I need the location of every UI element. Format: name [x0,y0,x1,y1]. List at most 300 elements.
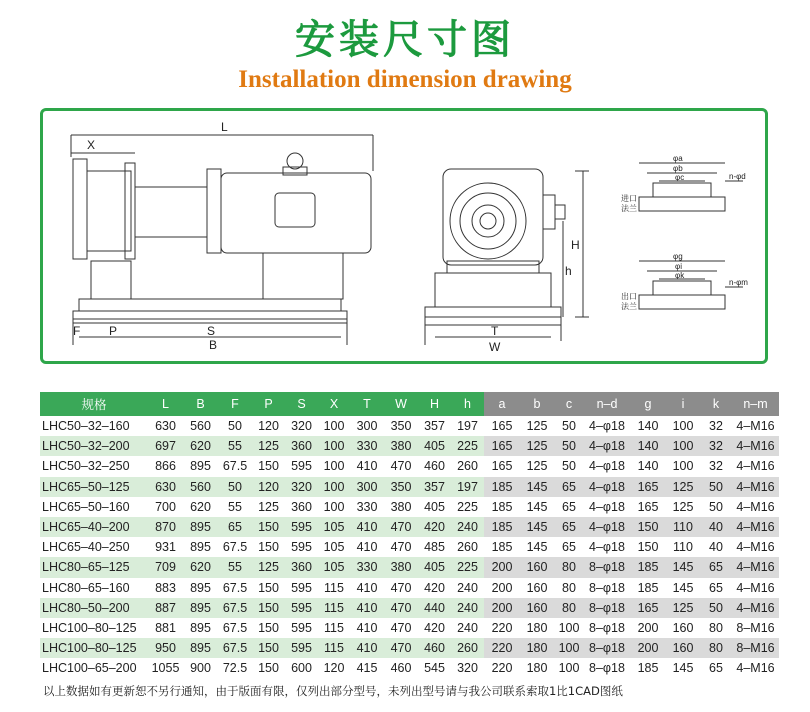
dim-P: P [109,324,118,338]
table-cell: 697 [148,436,183,456]
dim-T: T [491,324,499,338]
table-cell: 67.5 [222,620,248,635]
table-row [40,658,779,678]
table-row [40,497,779,517]
column-header: X [318,392,350,416]
table-cell: 65 [562,499,576,514]
table-cell: 887 [148,598,183,618]
table-cell: 1055 [151,661,180,676]
table-cell: 150 [258,459,279,474]
table-cell: 40 [709,540,723,555]
table-cell: 110 [673,540,693,555]
table-cell: 140 [637,459,659,474]
table-cell: 630 [148,477,183,497]
table-row [40,517,779,537]
column-header: b [520,392,554,416]
table-cell: 895 [190,459,211,474]
table-cell: 320 [291,419,312,434]
table-cell: 65 [218,517,252,537]
table-cell: 185 [637,661,659,676]
table-cell: 100 [323,419,345,434]
table-cell: 380 [390,499,412,514]
table-cell: 4–φ18 [584,517,630,537]
table-cell: 4–φ18 [589,459,625,474]
table-cell: 357 [424,419,445,434]
column-header: h [451,392,484,416]
table-cell: 125 [666,598,700,618]
column-header: n–d [584,392,630,416]
dim-B: B [209,338,218,352]
table-cell: 150 [258,540,279,555]
footnote: 以上数据如有更新恕不另行通知，由于版面有限，仅列出部分型号，未列出型号请与我公司联系索取1比1CAD图纸 [43,684,623,698]
table-cell: 120 [323,661,345,676]
model-cell: LHC100–80–125 [42,620,137,635]
table-row [40,598,779,618]
table-cell: 895 [183,638,218,658]
table-cell: 460 [390,661,412,676]
model-cell: LHC100–80–125 [40,638,148,658]
table-cell: 225 [457,499,478,514]
base-plate [79,299,341,311]
table-row [40,578,779,598]
table-cell: 8–φ18 [584,557,630,577]
table-cell: 470 [390,540,412,555]
table-cell: 145 [666,557,700,577]
table-cell: 240 [451,598,484,618]
table-cell: 545 [424,661,445,676]
table-cell: 931 [155,540,176,555]
table-cell: 100 [558,661,580,676]
table-cell: 4–φ18 [589,540,625,555]
table-cell: 4–φ18 [589,419,625,434]
table-cell: 8–φ18 [589,580,625,595]
table-cell: 220 [491,661,513,676]
table-cell: 50 [562,419,576,434]
table-cell: 80 [700,638,732,658]
table-cell: 4–M16 [732,598,779,618]
table-cell: 595 [285,638,318,658]
table-cell: 470 [390,620,412,635]
table-cell: 125 [526,459,548,474]
model-cell: LHC65–40–250 [42,540,130,555]
table-cell: 185 [637,580,659,595]
table-cell: 160 [520,598,554,618]
table-cell: 100 [666,436,700,456]
column-header: i [666,392,700,416]
dim-H: H [571,238,580,252]
table-cell: 595 [291,459,312,474]
table-cell: 165 [491,419,513,434]
table-cell: 160 [520,557,554,577]
dimension-table [40,392,779,678]
column-header: a [484,392,520,416]
dim-phi-k: φk [675,271,685,280]
table-cell: 220 [491,620,513,635]
table-cell: 145 [520,477,554,497]
table-cell: 160 [526,580,548,595]
table-cell: 150 [637,540,659,555]
table-cell: 220 [484,638,520,658]
inlet-flange-label-1: 进口 [621,194,637,203]
table-cell: 225 [451,557,484,577]
table-cell: 380 [384,557,418,577]
table-row [40,477,779,497]
table-cell: 197 [457,419,478,434]
table-cell: 410 [356,459,378,474]
table-cell: 125 [672,499,694,514]
table-cell: 165 [637,499,659,514]
column-header: L [148,392,183,416]
table-cell: 4–φ18 [584,477,630,497]
column-header: H [418,392,451,416]
table-cell: 200 [630,638,666,658]
table-cell: 8–φ18 [584,638,630,658]
table-cell: 150 [252,517,285,537]
table-cell: 185 [630,557,666,577]
table-cell: 55 [228,499,242,514]
table-cell: 50 [700,598,732,618]
model-cell: LHC50–32–200 [40,436,148,456]
model-cell: LHC50–32–250 [42,459,130,474]
table-cell: 410 [356,540,378,555]
table-cell: 4–M16 [732,517,779,537]
table-body [40,416,779,678]
table-cell: 405 [418,557,451,577]
table-cell: 330 [350,557,384,577]
table-cell: 125 [258,499,279,514]
table-cell: 150 [252,638,285,658]
dim-phi-i: φi [675,262,682,271]
table-cell: 165 [630,598,666,618]
table-cell: 145 [526,540,548,555]
table-cell: 360 [285,557,318,577]
table-cell: 65 [554,477,584,497]
dim-phi-b: φb [673,164,683,173]
table-cell: 470 [390,580,412,595]
table-cell: 700 [155,499,176,514]
table-row [40,557,779,577]
table-cell: 357 [418,477,451,497]
table-cell: 260 [457,459,478,474]
table-cell: 350 [390,419,412,434]
table-cell: 105 [318,517,350,537]
table-cell: 105 [318,557,350,577]
table-cell: 410 [356,580,378,595]
dim-W: W [489,340,501,354]
table-cell: 165 [491,459,513,474]
installation-drawing [40,108,768,364]
table-cell: 950 [148,638,183,658]
dim-phi-c: φc [675,173,685,182]
table-cell: 8–M16 [736,620,775,635]
table-cell: 883 [155,580,176,595]
dim-h: h [565,264,572,278]
table-cell: 185 [484,477,520,497]
table-cell: 4–M16 [736,661,775,676]
table-cell: 125 [666,477,700,497]
table-cell: 470 [384,517,418,537]
table-cell: 50 [218,477,252,497]
table-cell: 470 [384,598,418,618]
table-cell: 420 [424,620,445,635]
column-header: S [285,392,318,416]
table-cell: 67.5 [222,580,248,595]
table-cell: 150 [630,517,666,537]
table-cell: 595 [291,620,312,635]
table-cell: 50 [228,419,242,434]
table-cell: 67.5 [222,459,248,474]
inlet-flange-label-2: 法兰 [621,204,637,213]
table-cell: 8–φ18 [584,598,630,618]
table-cell: 55 [218,436,252,456]
table-cell: 100 [672,419,694,434]
dim-L: L [221,120,228,134]
table-cell: 165 [630,477,666,497]
table-cell: 240 [457,620,478,635]
table-cell: 120 [258,419,279,434]
table-cell: 160 [672,620,694,635]
table-cell: 145 [520,517,554,537]
table-cell: 197 [451,477,484,497]
table-cell: 415 [356,661,378,676]
table-cell: 900 [190,661,211,676]
table-cell: 360 [285,436,318,456]
model-cell: LHC65–50–125 [40,477,148,497]
table-cell: 65 [562,540,576,555]
table-cell: 630 [155,419,176,434]
table-cell: 80 [554,598,584,618]
table-cell: 185 [491,540,513,555]
table-cell: 100 [554,638,584,658]
table-cell: 485 [424,540,445,555]
table-cell: 100 [323,459,345,474]
table-cell: 160 [666,638,700,658]
table-cell: 470 [390,459,412,474]
table-cell: 67.5 [218,598,252,618]
table-cell: 895 [183,517,218,537]
motor-body [221,173,371,253]
outlet-flange-label-2: 法兰 [621,302,637,311]
table-cell: 50 [554,436,584,456]
table-cell: 165 [484,436,520,456]
table-cell: 185 [484,517,520,537]
table-cell: 65 [709,661,723,676]
table-cell: 115 [324,580,344,595]
table-cell: 240 [457,580,478,595]
table-cell: 600 [291,661,312,676]
table-cell: 300 [356,419,378,434]
table-cell: 410 [350,598,384,618]
table-cell: 620 [190,499,211,514]
table-cell: 866 [155,459,176,474]
table-row [40,436,779,456]
table-cell: 200 [484,557,520,577]
table-row [40,537,779,557]
table-cell: 895 [183,598,218,618]
table-cell: 4–M16 [732,477,779,497]
table-cell: 80 [554,557,584,577]
table-cell: 32 [709,419,723,434]
table-cell: 145 [672,580,694,595]
table-row [40,638,779,658]
drawing-svg [43,111,765,361]
table-cell: 125 [252,557,285,577]
table-cell: 420 [424,580,445,595]
table-cell: 40 [700,517,732,537]
model-cell: LHC50–32–160 [42,419,130,434]
model-cell: LHC80–50–200 [40,598,148,618]
table-cell: 100 [318,477,350,497]
column-header: g [630,392,666,416]
dim-n-phi-m: n-φm [729,278,748,287]
table-cell: 100 [318,436,350,456]
table-cell: 895 [190,580,211,595]
table-cell: 470 [384,638,418,658]
model-cell: LHC65–40–200 [40,517,148,537]
column-header: T [350,392,384,416]
table-cell: 100 [323,499,345,514]
table-cell: 4–φ18 [584,436,630,456]
table-cell: 4–M16 [732,557,779,577]
table-cell: 55 [218,557,252,577]
table-cell: 8–φ18 [589,661,625,676]
table-cell: 140 [637,419,659,434]
table-cell: 150 [258,661,279,676]
table-cell: 320 [457,661,478,676]
table-cell: 32 [700,436,732,456]
table-cell: 65 [554,517,584,537]
table-cell: 65 [709,580,723,595]
table-cell: 620 [183,557,218,577]
table-cell: 420 [418,517,451,537]
table-cell: 65 [700,557,732,577]
table-cell: 125 [520,436,554,456]
column-header: n–m [732,392,779,416]
column-header: F [218,392,252,416]
table-cell: 50 [700,477,732,497]
model-cell: LHC80–65–160 [42,580,130,595]
table-cell: 105 [323,540,345,555]
table-cell: 8–M16 [732,638,779,658]
table-cell: 115 [318,598,350,618]
table-cell: 32 [709,459,723,474]
table-cell: 460 [418,638,451,658]
table-cell: 360 [291,499,312,514]
table-cell: 200 [491,580,513,595]
table-cell: 180 [526,620,548,635]
table-cell: 595 [285,517,318,537]
model-cell: LHC65–50–160 [42,499,130,514]
table-cell: 200 [637,620,659,635]
table-cell: 115 [324,620,344,635]
table-cell: 595 [285,598,318,618]
table-cell: 50 [562,459,576,474]
table-cell: 620 [183,436,218,456]
table-cell: 50 [709,499,723,514]
table-cell: 560 [190,419,211,434]
table-cell: 125 [526,419,548,434]
table-cell: 410 [350,517,384,537]
table-cell: 4–M16 [736,580,775,595]
table-cell: 440 [418,598,451,618]
dim-S: S [207,324,216,338]
table-cell: 67.5 [218,638,252,658]
dim-X: X [87,138,96,152]
table-cell: 4–M16 [732,436,779,456]
table-cell: 120 [252,477,285,497]
table-cell: 595 [291,580,312,595]
table-cell: 560 [183,477,218,497]
table-cell: 140 [630,436,666,456]
table-cell: 320 [285,477,318,497]
table-cell: 150 [258,620,279,635]
dim-phi-g: φg [673,252,683,261]
column-header: 规格 [40,392,148,416]
table-cell: 709 [148,557,183,577]
table-cell: 410 [356,620,378,635]
table-cell: 870 [148,517,183,537]
table-row [40,416,779,436]
table-cell: 350 [384,477,418,497]
table-row [40,456,779,476]
outlet-flange-label-1: 出口 [621,292,637,301]
table-cell: 895 [190,620,211,635]
table-cell: 150 [252,598,285,618]
table-cell: 145 [672,661,694,676]
table-cell: 110 [666,517,700,537]
table-cell: 881 [155,620,176,635]
table-cell: 4–M16 [736,499,775,514]
table-cell: 100 [558,620,580,635]
table-cell: 8–φ18 [589,620,625,635]
table-cell: 460 [424,459,445,474]
dim-F: F [73,324,81,338]
table-cell: 80 [709,620,723,635]
table-cell: 330 [350,436,384,456]
table-cell: 895 [190,540,211,555]
table-cell: 405 [424,499,445,514]
table-cell: 595 [291,540,312,555]
table-cell: 225 [451,436,484,456]
table-cell: 150 [258,580,279,595]
column-header: B [183,392,218,416]
column-header: k [700,392,732,416]
table-row [40,618,779,638]
dim-n-phi-d: n-φd [729,172,746,181]
table-cell: 300 [350,477,384,497]
table-cell: 115 [318,638,350,658]
table-cell: 4–M16 [736,540,775,555]
table-header-row [40,392,779,416]
table-cell: 410 [350,638,384,658]
table-cell: 145 [526,499,548,514]
dim-phi-a: φa [673,154,683,163]
table-cell: 405 [418,436,451,456]
table-cell: 200 [484,598,520,618]
table-cell: 67.5 [222,540,248,555]
column-header: W [384,392,418,416]
table-cell: 180 [520,638,554,658]
table-cell: 380 [384,436,418,456]
page-title: 安装尺寸图 [295,16,515,63]
model-cell: LHC100–65–200 [42,661,137,676]
table-cell: 240 [451,517,484,537]
table-cell: 260 [457,540,478,555]
table-cell: 185 [491,499,513,514]
table-cell: 260 [451,638,484,658]
table-cell: 4–M16 [736,419,775,434]
table-cell: 125 [252,436,285,456]
